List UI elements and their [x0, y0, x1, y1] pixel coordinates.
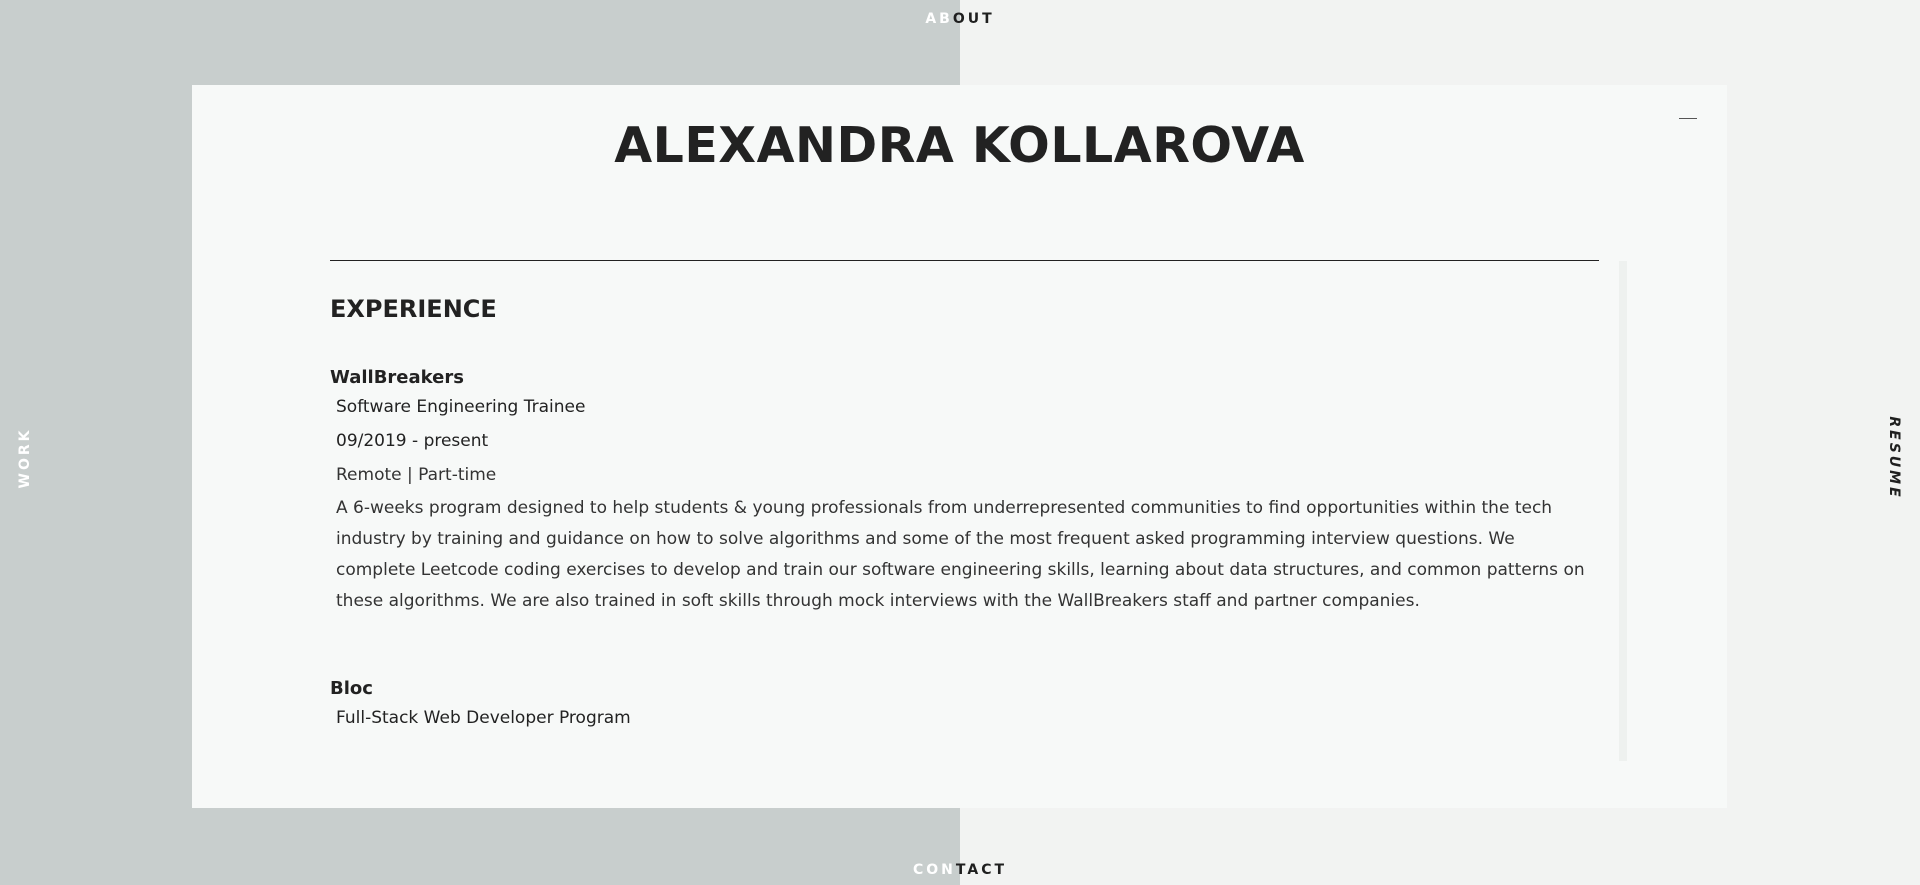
job-role: Software Engineering Trainee	[336, 397, 586, 417]
page-title: ALEXANDRA KOLLAROVA	[614, 117, 1305, 174]
nav-work-link[interactable]: WORK	[17, 427, 33, 489]
job-location: Remote | Part-time	[336, 465, 497, 485]
job-company: WallBreakers	[330, 367, 464, 388]
job-role: Full-Stack Web Developer Program	[336, 708, 631, 728]
section-title-experience: EXPERIENCE	[330, 295, 497, 323]
resume-modal	[192, 85, 1727, 808]
nav-about-dark-part: OUT	[952, 11, 995, 27]
job-description: A 6-weeks program designed to help students & young professionals from underrepresented communities to find opportunities within the tech industry by training and guidance on how to solve algorithms and some of the most frequent asked programming interview questions. We complete Leetcode coding exercises to develop and train our software engineering skills, learning about data structures, and common patterns on these algorithms. We are also trained in soft skills through mock interviews with the WallBreakers staff and partner companies.	[336, 498, 1585, 611]
job-company: Bloc	[330, 678, 373, 699]
nav-resume-link[interactable]: RESUME	[1886, 416, 1902, 500]
resume-scroll-area[interactable]	[330, 261, 1605, 761]
job-dates: 09/2019 - present	[336, 431, 489, 451]
nav-contact-link[interactable]	[0, 862, 1920, 878]
nav-contact-light-part: CON	[912, 862, 956, 878]
nav-about-link[interactable]	[0, 11, 1920, 27]
job-entry	[330, 678, 631, 728]
job-entry	[330, 367, 1591, 617]
content-scrollbar[interactable]	[1619, 261, 1627, 761]
nav-contact-dark-part: TACT	[955, 862, 1008, 878]
nav-about-light-part: AB	[925, 11, 953, 27]
